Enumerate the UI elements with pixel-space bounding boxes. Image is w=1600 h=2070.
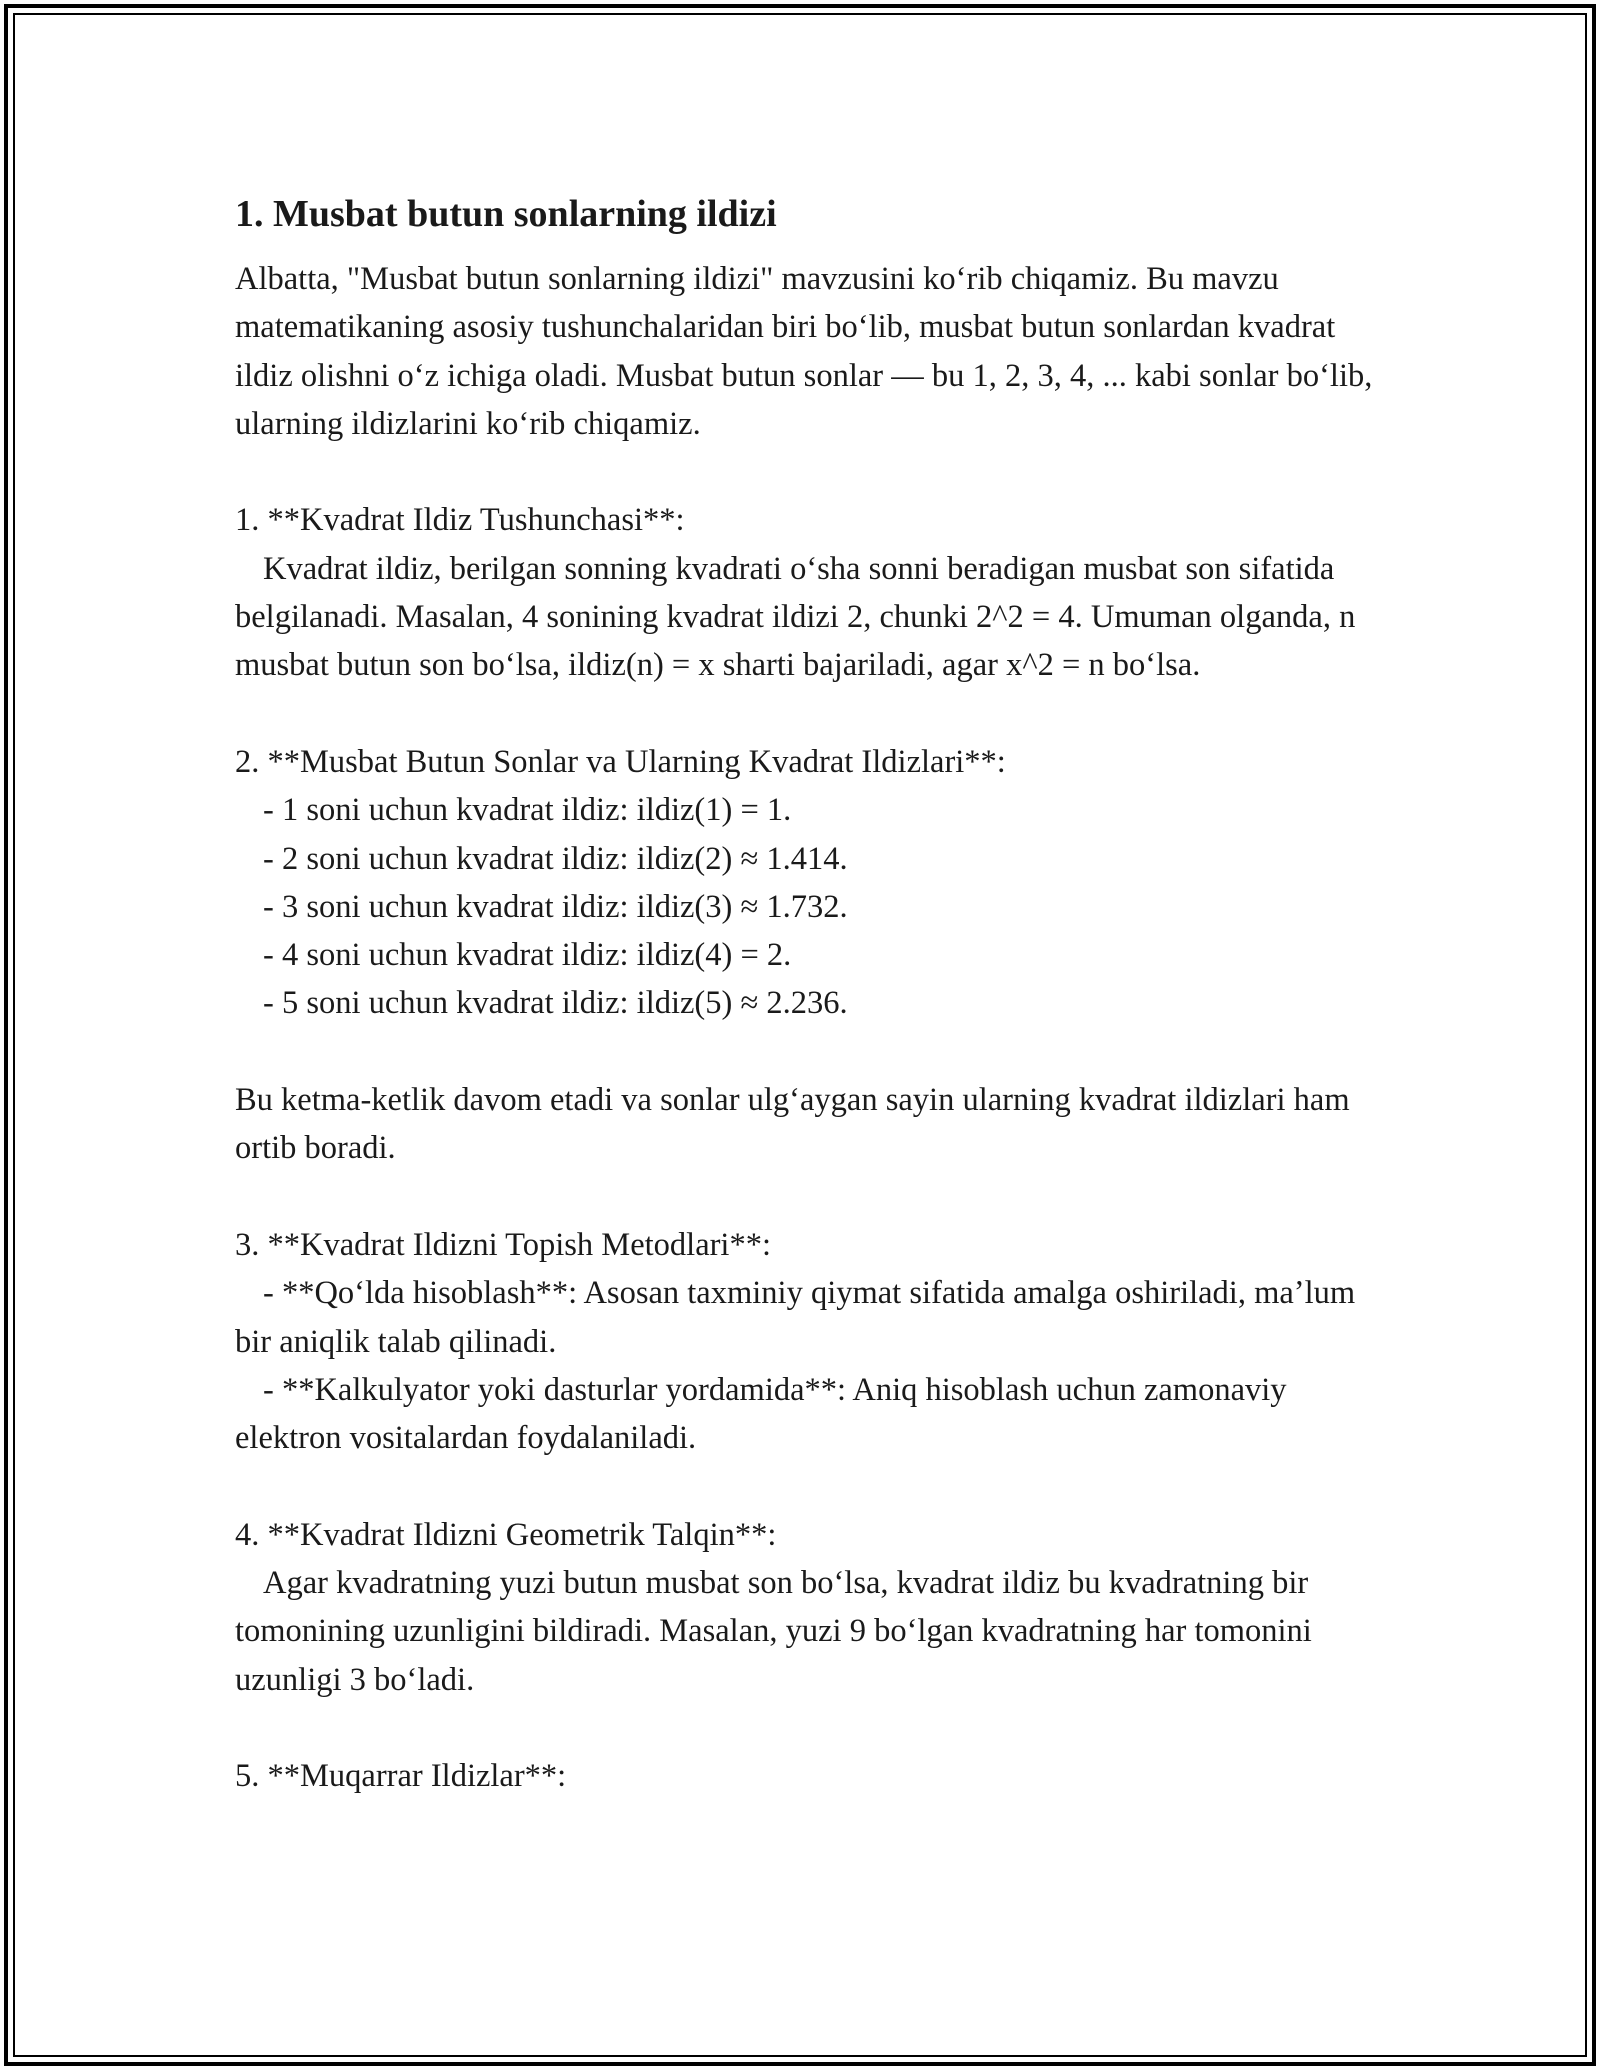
section-3-item-manual: - **Qoʻlda hisoblash**: Asosan taxminiy qiymat sifatida amalga oshiriladi, maʼlum bir aniqlik talab qilinadi. bbox=[235, 1275, 1356, 1360]
section-2 bbox=[235, 738, 1375, 1028]
section-4-body: Agar kvadratning yuzi butun musbat son boʻlsa, kvadrat ildiz bu kvadratning bir tomonining uzunligini bildiradi. Masalan, yuzi 9 boʻlgan kvadratning har tomonini uzunligi 3 boʻladi. bbox=[235, 1565, 1312, 1698]
intro-paragraph: Albatta, "Musbat butun sonlarning ildizi" mavzusini koʻrib chiqamiz. Bu mavzu matematikaning asosiy tushunchalaridan biri boʻlib, musbat butun sonlardan kvadrat ildiz olishni oʻz ichiga oladi. Musbat butun sonlar — bu 1, 2, 3, 4, ... kabi sonlar boʻlib, ularning ildizlarini koʻrib chiqamiz. bbox=[235, 261, 1373, 442]
section-5-title: 5. **Muqarrar Ildizlar**: bbox=[235, 1758, 567, 1795]
list-item: - 2 soni uchun kvadrat ildiz: ildiz(2) ≈ 1.414. bbox=[263, 840, 848, 877]
section-1 bbox=[235, 496, 1375, 689]
section-4 bbox=[235, 1511, 1375, 1704]
list-item: - 3 soni uchun kvadrat ildiz: ildiz(3) ≈ 1.732. bbox=[263, 888, 848, 925]
section-3 bbox=[235, 1221, 1375, 1462]
section-2-title: 2. **Musbat Butun Sonlar va Ularning Kvadrat Ildizlari**: bbox=[235, 743, 1006, 780]
continuation-paragraph: Bu ketma-ketlik davom etadi va sonlar ulgʻaygan sayin ularning kvadrat ildizlari ham ortib boradi. bbox=[235, 1082, 1350, 1167]
list-item: - 5 soni uchun kvadrat ildiz: ildiz(5) ≈ 2.236. bbox=[263, 985, 848, 1022]
section-3-title: 3. **Kvadrat Ildizni Topish Metodlari**: bbox=[235, 1226, 771, 1263]
list-item: - 4 soni uchun kvadrat ildiz: ildiz(4) = 2. bbox=[263, 937, 792, 974]
list-item: - 1 soni uchun kvadrat ildiz: ildiz(1) = 1. bbox=[263, 792, 792, 829]
section-1-body: Kvadrat ildiz, berilgan sonning kvadrati oʻsha sonni beradigan musbat son sifatida belgilanadi. Masalan, 4 sonining kvadrat ildizi 2, chunki 2^2 = 4. Umuman olganda, n musbat butun son boʻlsa, ildiz(n) = x sharti bajariladi, agar x^2 = n boʻlsa. bbox=[235, 550, 1356, 684]
page-title: 1. Musbat butun sonlarning ildizi bbox=[235, 193, 777, 235]
section-4-title: 4. **Kvadrat Ildizni Geometrik Talqin**: bbox=[235, 1516, 777, 1553]
continuation-block bbox=[235, 1076, 1375, 1173]
section-5 bbox=[235, 1752, 1375, 1800]
section-1-title: 1. **Kvadrat Ildiz Tushunchasi**: bbox=[235, 502, 685, 539]
section-3-item-calculator: - **Kalkulyator yoki dasturlar yordamida**: Aniq hisoblash uchun zamonaviy elektron vositalardan foydalaniladi. bbox=[235, 1371, 1287, 1457]
document-body bbox=[235, 185, 1375, 1801]
